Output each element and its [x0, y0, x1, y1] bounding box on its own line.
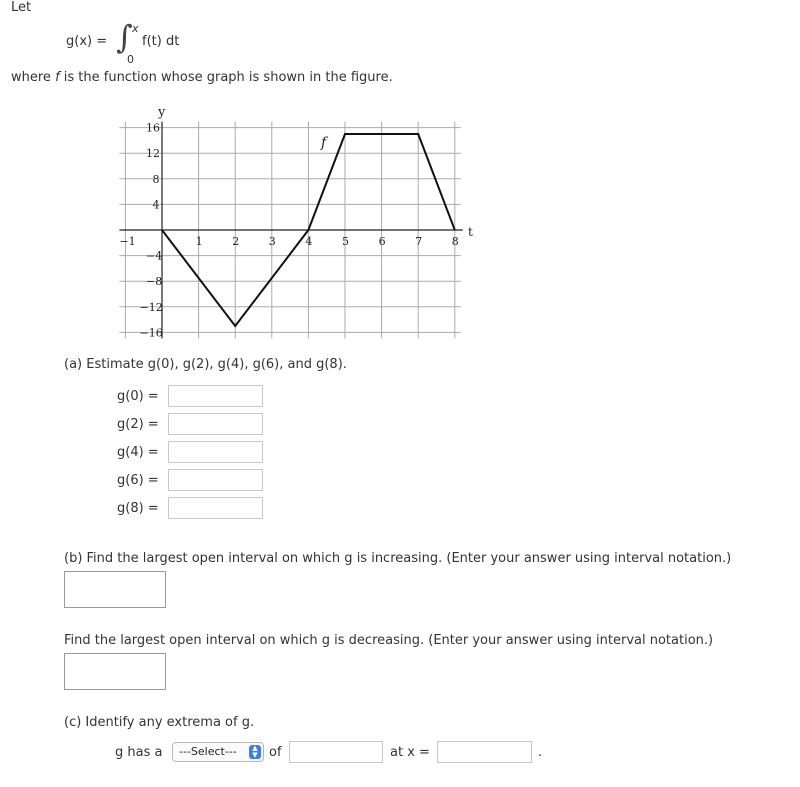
- let-text: Let: [11, 0, 32, 15]
- g6-input[interactable]: [168, 469, 263, 491]
- part-c-prompt: (c) Identify any extrema of g.: [64, 715, 255, 730]
- increasing-interval-input[interactable]: [64, 571, 166, 608]
- y-tick-label: 4: [152, 198, 160, 212]
- y-tick-label: 16: [146, 121, 160, 135]
- x-tick-label: 3: [268, 235, 276, 248]
- definition-lhs: g(x) =: [66, 34, 108, 49]
- period-text: .: [538, 745, 543, 760]
- g2-input[interactable]: [168, 413, 263, 435]
- chevron-up-down-icon: ▲ ▼: [249, 745, 261, 759]
- x-tick-label: 7: [415, 235, 423, 248]
- select-value: ---Select---: [179, 745, 237, 758]
- y-tick-label: −4: [146, 249, 163, 263]
- y-tick-label: −12: [139, 300, 163, 314]
- part-b-decreasing-prompt: Find the largest open interval on which g is decreasing. (Enter your answer using interval notation.): [64, 633, 714, 648]
- integral-upper-limit: x: [132, 22, 139, 35]
- g8-label: g(8) =: [117, 501, 159, 516]
- part-a-prompt: (a) Estimate g(0), g(2), g(4), g(6), and g(8).: [64, 357, 347, 372]
- where-f: f: [55, 70, 60, 85]
- y-tick-label: −8: [146, 275, 163, 289]
- x-tick-label: 4: [305, 235, 313, 248]
- integral-sign: ∫: [116, 18, 133, 56]
- x-axis-label: t: [468, 225, 473, 239]
- g4-input[interactable]: [168, 441, 263, 463]
- extremum-type-select[interactable]: [172, 742, 264, 762]
- x-tick-label: 8: [451, 235, 459, 248]
- g0-input[interactable]: [168, 385, 263, 407]
- x-tick-label: 2: [232, 235, 240, 248]
- y-tick-label: 8: [152, 172, 160, 186]
- at-x-input[interactable]: [437, 741, 532, 763]
- y-axis-label: y: [158, 105, 166, 120]
- of-text: of: [269, 745, 282, 760]
- where-prefix: where: [11, 70, 56, 85]
- integral-lower-limit: 0: [127, 53, 134, 66]
- g2-label: g(2) =: [117, 417, 159, 432]
- x-tick-label: 1: [195, 235, 203, 248]
- x-tick-label: 6: [378, 235, 386, 248]
- where-suffix: is the function whose graph is shown in the figure.: [59, 70, 393, 85]
- part-b-increasing-prompt: (b) Find the largest open interval on which g is increasing. (Enter your answer using interval notation.): [64, 551, 732, 566]
- extremum-value-input[interactable]: [289, 741, 383, 763]
- integrand: f(t) dt: [142, 34, 180, 49]
- g-has-text: g has a: [115, 745, 163, 760]
- y-tick-label: −16: [139, 326, 163, 340]
- decreasing-interval-input[interactable]: [64, 653, 166, 690]
- g0-label: g(0) =: [117, 389, 159, 404]
- g8-input[interactable]: [168, 497, 263, 519]
- g6-label: g(6) =: [117, 473, 159, 488]
- y-tick-label: 12: [146, 147, 160, 161]
- at-x-text: at x =: [390, 745, 430, 760]
- g4-label: g(4) =: [117, 445, 159, 460]
- x-tick-label: 5: [342, 235, 349, 248]
- series-label-f: f: [321, 135, 327, 151]
- x-tick-label: −1: [119, 235, 136, 248]
